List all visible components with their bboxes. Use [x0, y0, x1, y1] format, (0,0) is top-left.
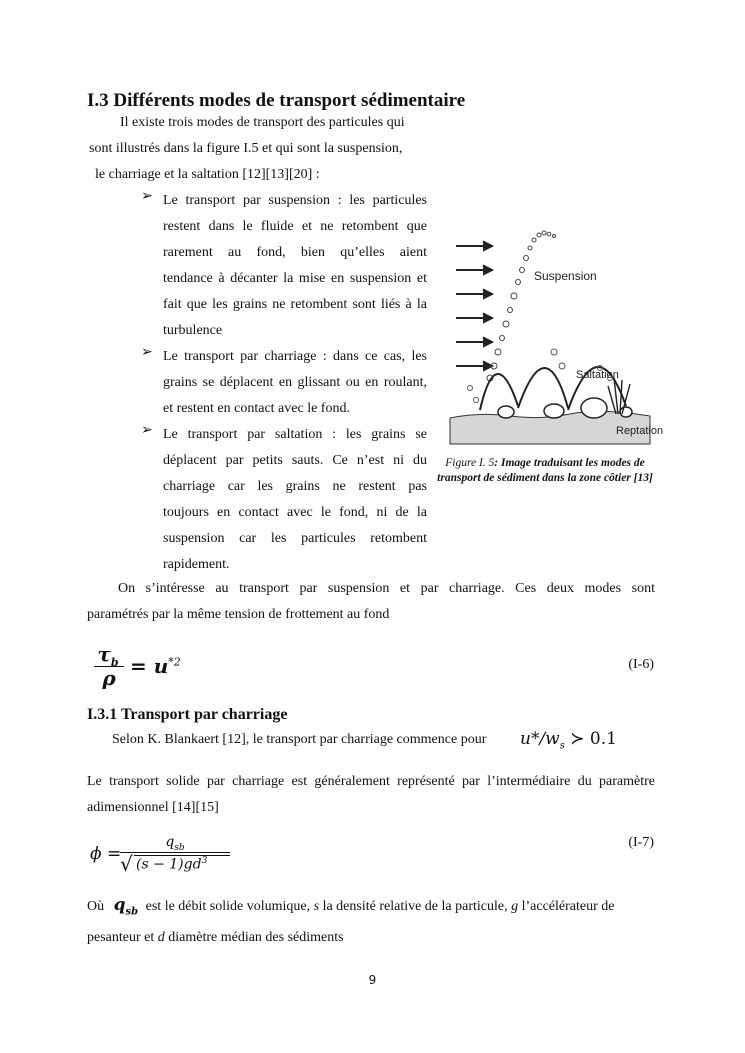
g-symbol: g	[511, 899, 519, 914]
def-pesanteur: pesanteur et	[87, 930, 155, 946]
q-symbol: q	[113, 895, 126, 915]
bullet-line: grains se déplacent en glissant ou en roulant,	[163, 375, 427, 390]
eq6-den: ρ	[102, 666, 116, 690]
figure-caption	[436, 456, 654, 486]
eq7-den: (s − 1)gd	[136, 856, 202, 873]
bullet-saltation	[163, 422, 427, 578]
blankaert-text: Selon K. Blankaert [12], le transport par charriage commence pour	[112, 732, 487, 747]
bullet-line: rarement au fond, bien qu’elles aient	[163, 245, 427, 260]
condition-main: u*/w	[520, 729, 560, 749]
bullet-line: toujours en contact avec le fond, ni de la	[163, 505, 427, 520]
eq7-num: q	[165, 834, 175, 850]
bullet-arrow-icon: ➢	[141, 423, 153, 438]
bullet-line: déplacent par petits sauts. Ce n’est ni du	[163, 453, 427, 468]
eq6-num-sub: b	[110, 656, 119, 669]
equation-i7	[90, 834, 240, 880]
def-g: l’accélérateur de	[521, 899, 615, 914]
bullet-charriage	[163, 344, 427, 422]
solid-line-1: Le transport solide par charriage est généralement représenté par l’intermédiaire du paramètre	[87, 774, 655, 789]
condition-sub: s	[559, 740, 565, 752]
solid-transport-paragraph	[87, 769, 655, 821]
q-sub: sb	[125, 906, 139, 918]
definitions-paragraph	[87, 892, 655, 951]
intro-line-2: sont illustrés dans la figure I.5 et qui sont la suspension,	[89, 141, 403, 156]
bullet-line: fait que les grains ne retombent sont liés à la	[163, 297, 427, 312]
intro-line-1: Il existe trois modes de transport des particules qui	[120, 115, 405, 130]
bullet-line: tendance à décanter la mise en suspension et	[163, 271, 427, 286]
section-title: I.3 Différents modes de transport sédimentaire	[87, 90, 466, 111]
eq6-num: τ	[97, 642, 111, 666]
eq7-num-sub: sb	[174, 842, 185, 853]
eq7-den-sup: 3	[201, 856, 208, 866]
solid-line-2: adimensionnel [14][15]	[87, 800, 219, 815]
def-d: diamètre médian des sédiments	[168, 930, 344, 946]
bullet-line: et restent en contact avec le fond.	[163, 401, 350, 416]
eq6-rhs: = u	[130, 654, 169, 678]
bullet-line: restent dans le fluide et ne retombent que	[163, 219, 427, 234]
subsection-title: I.3.1 Transport par charriage	[87, 706, 288, 723]
d-symbol: d	[157, 930, 165, 946]
bullet-line: suspension car les particules retombent	[163, 531, 427, 546]
caption-prefix: Figure I. 5	[445, 457, 495, 469]
bullet-line: charriage car les grains ne restent pas	[163, 479, 427, 494]
s-symbol: s	[313, 899, 320, 914]
def-q: est le débit solide volumique,	[145, 899, 311, 914]
condition-formula	[520, 729, 617, 751]
sediment-transport-figure	[450, 228, 664, 444]
def-s: la densité relative de la particule,	[322, 899, 508, 914]
label-suspension: Suspension	[534, 269, 597, 283]
caption-text: : Image traduisant les modes de transport de sédiment dans la zone côtier [13]	[437, 457, 653, 484]
label-saltation: Saltation	[576, 369, 619, 381]
label-reptation: Reptation	[616, 425, 664, 437]
interest-line-2: paramétrés par la même tension de frottement au fond	[87, 607, 390, 622]
bullet-line: rapidement.	[163, 557, 230, 572]
ou-word: Où	[87, 899, 105, 914]
eq6-rhs-sup: *2	[168, 655, 181, 669]
interest-line-1: On s’intéresse au transport par suspension et par charriage. Ces deux modes sont	[118, 581, 655, 596]
equation-i6	[92, 642, 212, 688]
sqrt-icon: √	[120, 852, 133, 876]
eq7-fraction-bar	[120, 852, 230, 853]
condition-rest: ≻ 0.1	[570, 729, 617, 749]
blankaert-line	[87, 727, 486, 753]
intro-paragraph	[87, 110, 427, 188]
interest-paragraph	[87, 576, 655, 628]
bullet-suspension	[163, 188, 427, 344]
bullet-line: Le transport par charriage : dans ce cas, les	[163, 349, 427, 364]
bullet-line: turbulence	[163, 323, 223, 338]
bullet-arrow-icon: ➢	[141, 345, 153, 360]
equation-label-i6: (I-6)	[628, 657, 654, 672]
intro-line-3: le charriage et la saltation [12][13][20] :	[95, 167, 320, 182]
bullet-line: Le transport par saltation : les grains se	[163, 427, 427, 442]
bullet-arrow-icon: ➢	[141, 189, 153, 204]
bullet-line: Le transport par suspension : les particules	[163, 193, 427, 208]
eq7-lhs: ϕ =	[90, 844, 122, 864]
equation-label-i7: (I-7)	[628, 835, 654, 850]
page-number: 9	[368, 973, 377, 987]
